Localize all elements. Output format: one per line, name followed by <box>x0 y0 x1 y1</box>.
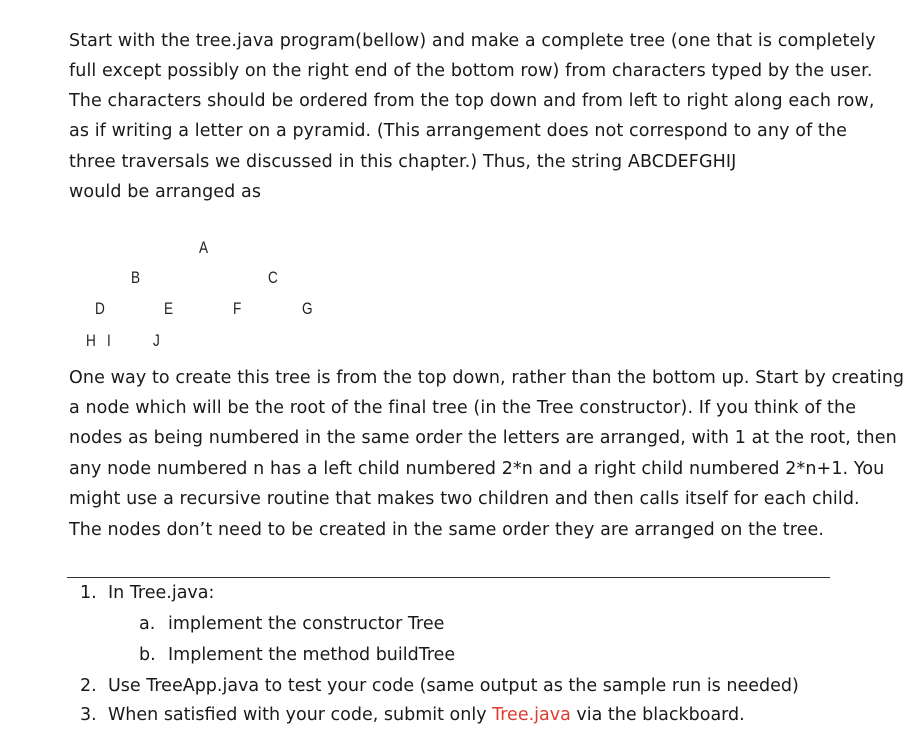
tree-node-i: I <box>107 331 111 350</box>
list-marker: 1. <box>80 583 97 603</box>
explain-line: The nodes don’t need to be created in the same order they are arranged on the tree. <box>69 520 825 540</box>
intro-line: full except possibly on the right end of the bottom row) from characters typed by the user. <box>69 61 873 81</box>
list-marker: 2. <box>80 676 97 696</box>
task-item-1b <box>139 644 455 666</box>
task-text: In Tree.java: <box>108 583 215 603</box>
task-item-1 <box>80 582 214 604</box>
tree-node-j: J <box>153 331 160 350</box>
task-item-2 <box>80 675 799 697</box>
explain-line: any node numbered n has a left child numbered 2*n and a right child numbered 2*n+1. You <box>69 459 885 479</box>
section-divider <box>67 577 830 578</box>
task-text: via the blackboard. <box>570 705 745 725</box>
explain-line: nodes as being numbered in the same order the letters are arranged, with 1 at the root, then <box>69 428 897 448</box>
explain-line: might use a recursive routine that makes two children and then calls itself for each child. <box>69 489 860 509</box>
list-marker: a. <box>139 614 156 634</box>
tree-node-c: C <box>268 268 278 287</box>
tree-node-d: D <box>95 299 105 318</box>
intro-line: three traversals we discussed in this chapter.) Thus, the string ABCDEFGHIJ <box>69 152 737 172</box>
task-text: Use TreeApp.java to test your code (same output as the sample run is needed) <box>108 676 799 696</box>
intro-line: would be arranged as <box>69 182 262 202</box>
explain-line: One way to create this tree is from the top down, rather than the bottom up. Start by creating <box>69 368 905 388</box>
tree-node-h: H <box>86 331 96 350</box>
tree-node-g: G <box>302 299 313 318</box>
explain-line: a node which will be the root of the final tree (in the Tree constructor). If you think of the <box>69 398 857 418</box>
list-marker: 3. <box>80 705 97 725</box>
list-marker: b. <box>139 645 156 665</box>
intro-line: The characters should be ordered from the top down and from left to right along each row, <box>69 91 875 111</box>
intro-line: Start with the tree.java program(bellow) and make a complete tree (one that is completely <box>69 31 876 51</box>
tree-node-a: A <box>199 238 209 257</box>
tree-node-e: E <box>164 299 174 318</box>
intro-line: as if writing a letter on a pyramid. (This arrangement does not correspond to any of the <box>69 121 847 141</box>
highlighted-filename: Tree.java <box>492 705 571 725</box>
tree-node-f: F <box>233 299 242 318</box>
task-item-1a <box>139 613 444 635</box>
task-item-3 <box>80 704 745 726</box>
task-text: When satisfied with your code, submit only <box>108 705 493 725</box>
task-text: implement the constructor Tree <box>168 614 445 634</box>
task-text: Implement the method buildTree <box>168 645 456 665</box>
tree-node-b: B <box>131 268 141 287</box>
